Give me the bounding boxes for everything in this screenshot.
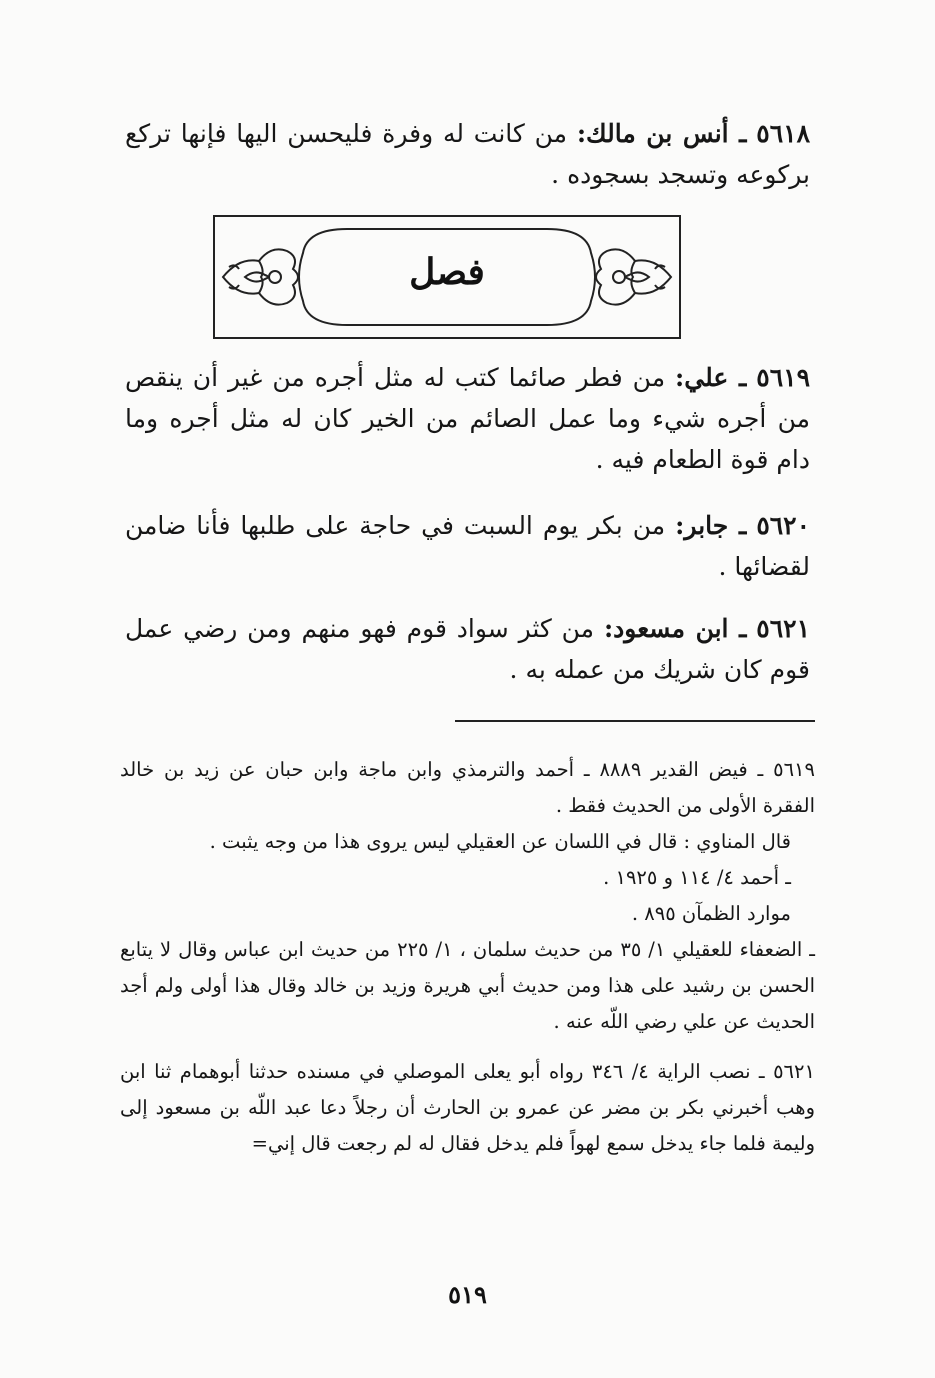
footnote: ٥٦١٩ ـ فيض القدير ٨٨٨٩ ـ أحمد والترمذي وابن ماجة وابن حبان عن زيد بن خالد الفقرة الأولى من الحديث فقط . [120, 758, 815, 817]
narrator-name: أنس بن مالك [586, 119, 729, 148]
section-banner [213, 215, 681, 339]
section-title: فصل [409, 251, 485, 293]
hadith-number: ٥٦٢٠ [756, 511, 811, 540]
footnote: ـ الضعفاء للعقيلي ١/ ٣٥ من حديث سلمان ، ١/ ٢٢٥ من حديث ابن عباس وقال لا يتابع الحسن بن رشيد على هذا ومن حديث أبي هريرة وزيد بن خالد وقال هذا أولى ولم أجد الحديث عن علي رضي اللّه عنه . [120, 938, 815, 1033]
footnote-divider [455, 720, 815, 722]
hadith-text: من فطر صائما كتب له مثل أجره من غير أن ينقص من أجره شيء وما عمل الصائم من الخير كان له مثل أجره وما دام قوة الطعام فيه . [125, 363, 810, 474]
hadith-entry: ٥٦٢٠ ـ جابر: من بكر يوم السبت في حاجة على طلبها فأنا ضامن لقضائها . [125, 511, 811, 581]
hadith-entry: ٥٦٢١ ـ ابن مسعود: من كثر سواد قوم فهو منهم ومن رضي عمل قوم كان شريك من عمله به . [125, 614, 810, 684]
hadith-text: من بكر يوم السبت في حاجة على طلبها فأنا ضامن لقضائها . [125, 511, 810, 581]
hadith-number: ٥٦١٩ [756, 363, 811, 392]
footnotes [120, 752, 815, 1162]
narrator-name: جابر [684, 511, 729, 540]
footnote: موارد الظمآن ٨٩٥ . [631, 902, 791, 925]
narrator-name: علي [684, 363, 729, 392]
narrator-name: ابن مسعود [613, 614, 729, 643]
hadith-entry: ٥٦١٩ ـ علي: من فطر صائما كتب له مثل أجره من غير أن ينقص من أجره شيء وما عمل الصائم من الخير كان له مثل أجره وما دام قوة الطعام فيه . [125, 363, 811, 474]
hadith-number: ٥٦٢١ [756, 614, 810, 643]
footnote: ٥٦٢١ ـ نصب الراية ٤/ ٣٤٦ رواه أبو يعلى الموصلي في مسنده حدثنا أبوهمام ثنا ابن وهب أخبرني بكر بن مضر عن عمرو بن الحارث أن رجلاً دعا عبد اللّه بن مسعود إلى وليمة فلما جاء يدخل سمع لهواً فلم يدخل فقال له لم رجعت قال إني= [120, 1060, 815, 1155]
footnote: قال المناوي : قال في اللسان عن العقيلي ليس يروى هذا من وجه يثبت . [209, 830, 791, 853]
hadith-entry: ٥٦١٨ ـ أنس بن مالك: من كانت له وفرة فليحسن اليها فإنها تركع بركوعه وتسجد بسجوده . [125, 119, 810, 189]
page-number: ٥١٩ [448, 1280, 487, 1309]
footnote: ـ أحمد ٤/ ١١٤ و ١٩٢٥ . [603, 866, 791, 889]
hadith-text: من كثر سواد قوم فهو منهم ومن رضي عمل قوم كان شريك من عمله به . [125, 614, 810, 684]
hadith-number: ٥٦١٨ [756, 119, 810, 148]
hadith-text: من كانت له وفرة فليحسن اليها فإنها تركع بركوعه وتسجد بسجوده . [125, 119, 810, 189]
